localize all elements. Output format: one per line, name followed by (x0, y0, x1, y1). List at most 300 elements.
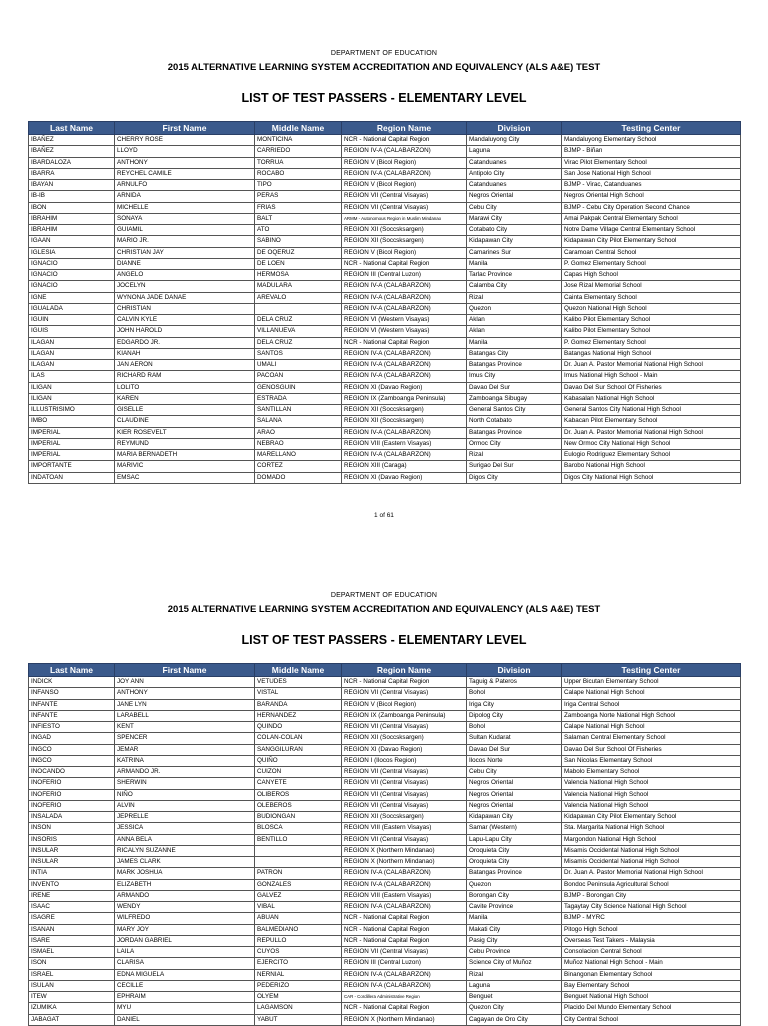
cell-middle-name: TIPO (255, 180, 342, 191)
table-row (29, 823, 741, 834)
cell-region-name: REGION IV-A (CALABARZON) (342, 348, 467, 359)
cell-testing-center: Zamboanga Norte National High School (562, 710, 741, 721)
cell-region-name: REGION VII (Central Visayas) (342, 688, 467, 699)
cell-middle-name: SANTILLAN (255, 405, 342, 416)
cell-region-name: REGION XII (Soccsksargen) (342, 812, 467, 823)
cell-middle-name (255, 303, 342, 314)
cell-last-name: IGAAN (29, 236, 115, 247)
cell-region-name: REGION I (Ilocos Region) (342, 755, 467, 766)
cell-first-name: KAREN (115, 393, 255, 404)
cell-first-name: JORDAN GABRIEL (115, 935, 255, 946)
cell-testing-center: Dr. Juan A. Pastor Memorial National High School (562, 868, 741, 879)
cell-middle-name: ATO (255, 225, 342, 236)
cell-region-name: REGION III (Central Luzon) (342, 958, 467, 969)
table-row (29, 371, 741, 382)
cell-first-name: KIANAH (115, 348, 255, 359)
cell-first-name: SPENCER (115, 733, 255, 744)
cell-middle-name: BALMEDIANO (255, 924, 342, 935)
table-row (29, 935, 741, 946)
cell-middle-name: BUDIONGAN (255, 812, 342, 823)
table-row (29, 191, 741, 202)
cell-division: Rizal (467, 969, 562, 980)
cell-middle-name: SANTOS (255, 348, 342, 359)
cell-first-name: RICHARD RAM (115, 371, 255, 382)
cell-first-name: ARMANDO (115, 890, 255, 901)
test-subtitle: 2015 ALTERNATIVE LEARNING SYSTEM ACCREDITATION AND EQUIVALENCY (ALS A&E) TEST (167, 604, 601, 615)
cell-last-name: ISAGRE (29, 913, 115, 924)
cell-testing-center: Valencia National High School (562, 778, 741, 789)
cell-division: Samar (Western) (467, 823, 562, 834)
cell-division: Laguna (467, 146, 562, 157)
cell-first-name: ARNIDA (115, 191, 255, 202)
table-header-row (29, 122, 741, 135)
cell-first-name: MARK JOSHUA (115, 868, 255, 879)
cell-region-name: REGION VII (Central Visayas) (342, 947, 467, 958)
cell-first-name: ARMANDO JR. (115, 767, 255, 778)
cell-testing-center: Kalibo Pilot Elementary School (562, 315, 741, 326)
header-division: Division (467, 664, 562, 677)
cell-region-name: REGION IV-A (CALABARZON) (342, 969, 467, 980)
cell-division: Taguig & Pateros (467, 677, 562, 688)
cell-first-name: EDGARDO JR. (115, 337, 255, 348)
cell-division: Bohol (467, 688, 562, 699)
cell-division: Negros Oriental (467, 789, 562, 800)
table-row (29, 247, 741, 258)
cell-division: Cebu City (467, 202, 562, 213)
cell-middle-name: TORRUA (255, 157, 342, 168)
cell-middle-name: OLYEM (255, 992, 342, 1003)
cell-region-name: NCR - National Capital Region (342, 1003, 467, 1014)
cell-division: Manila (467, 337, 562, 348)
cell-testing-center: Salaman Central Elementary School (562, 733, 741, 744)
cell-testing-center: Dr. Juan A. Pastor Memorial National High School (562, 427, 741, 438)
cell-last-name: INOCANDO (29, 767, 115, 778)
cell-division: Ormoc City (467, 438, 562, 449)
cell-testing-center: Kabacan Pilot Elementary School (562, 416, 741, 427)
cell-region-name: REGION VI (Western Visayas) (342, 315, 467, 326)
cell-division: Calamba City (467, 281, 562, 292)
cell-first-name: JANE LYN (115, 699, 255, 710)
cell-testing-center: San Jose National High School (562, 168, 741, 179)
cell-first-name: JAN AERON (115, 360, 255, 371)
cell-middle-name: YABUT (255, 1014, 342, 1025)
table-row (29, 472, 741, 483)
cell-last-name: IBAYAN (29, 180, 115, 191)
cell-middle-name: DE OQERUZ (255, 247, 342, 258)
table-body (29, 135, 741, 484)
cell-testing-center: BJMP - MYRC (562, 913, 741, 924)
page-number: 1 of 61 (374, 512, 394, 519)
cell-middle-name: UMALI (255, 360, 342, 371)
passers-table (28, 121, 741, 484)
test-subtitle: 2015 ALTERNATIVE LEARNING SYSTEM ACCREDITATION AND EQUIVALENCY (ALS A&E) TEST (167, 62, 601, 73)
cell-first-name: EMSAC (115, 472, 255, 483)
table-row (29, 722, 741, 733)
cell-region-name: NCR - National Capital Region (342, 258, 467, 269)
cell-division: Kidapawan City (467, 812, 562, 823)
cell-testing-center: San Nicolas Elementary School (562, 755, 741, 766)
cell-region-name: REGION XII (Soccsksargen) (342, 405, 467, 416)
cell-middle-name: SANGGILURAN (255, 744, 342, 755)
table-header-row (29, 664, 741, 677)
cell-middle-name: GONZALES (255, 879, 342, 890)
cell-testing-center: Misamis Occidental National High School (562, 845, 741, 856)
cell-region-name: REGION VIII (Eastern Visayas) (342, 890, 467, 901)
cell-division: Davao Del Sur (467, 744, 562, 755)
cell-last-name: INDICK (29, 677, 115, 688)
table-row (29, 180, 741, 191)
cell-middle-name: CUYOS (255, 947, 342, 958)
cell-region-name: NCR - National Capital Region (342, 924, 467, 935)
cell-last-name: INGCO (29, 744, 115, 755)
cell-first-name: SHERWIN (115, 778, 255, 789)
cell-testing-center: Caramoan Central School (562, 247, 741, 258)
table-row (29, 902, 741, 913)
cell-division: Negros Oriental (467, 778, 562, 789)
cell-last-name: INSON (29, 823, 115, 834)
table-row (29, 688, 741, 699)
cell-middle-name: CANYETE (255, 778, 342, 789)
cell-middle-name: CUIZON (255, 767, 342, 778)
cell-division: Cebu City (467, 767, 562, 778)
cell-region-name: REGION IV-A (CALABARZON) (342, 168, 467, 179)
table-row (29, 812, 741, 823)
cell-middle-name: PATRON (255, 868, 342, 879)
header-middle-name: Middle Name (255, 122, 342, 135)
cell-middle-name: CARRIEDO (255, 146, 342, 157)
table-body (29, 677, 741, 1026)
cell-first-name: ANGELO (115, 270, 255, 281)
cell-division: Cebu Province (467, 947, 562, 958)
cell-last-name: IBARRA (29, 168, 115, 179)
cell-region-name: NCR - National Capital Region (342, 677, 467, 688)
cell-region-name: REGION IV-A (CALABARZON) (342, 146, 467, 157)
table-row (29, 157, 741, 168)
header-last-name: Last Name (29, 122, 115, 135)
cell-first-name: WILFREDO (115, 913, 255, 924)
cell-testing-center: Kidapawan City Pilot Elementary School (562, 236, 741, 247)
cell-last-name: ISMAEL (29, 947, 115, 958)
cell-division: Batangas Province (467, 868, 562, 879)
table-row (29, 281, 741, 292)
cell-first-name: RICALYN SUZANNE (115, 845, 255, 856)
cell-first-name: DIANNE (115, 258, 255, 269)
table-row (29, 868, 741, 879)
cell-last-name: INOFERIO (29, 800, 115, 811)
cell-region-name: REGION IV-A (CALABARZON) (342, 879, 467, 890)
table-row (29, 969, 741, 980)
cell-first-name: GUIAMIL (115, 225, 255, 236)
table-row (29, 393, 741, 404)
cell-first-name: ANTHONY (115, 688, 255, 699)
cell-region-name: REGION XII (Soccsksargen) (342, 236, 467, 247)
cell-middle-name: BENTILLO (255, 834, 342, 845)
table-row (29, 416, 741, 427)
cell-division: Pasig City (467, 935, 562, 946)
cell-testing-center: Benguet National High School (562, 992, 741, 1003)
cell-last-name: INTIA (29, 868, 115, 879)
cell-region-name: REGION VIII (Eastern Visayas) (342, 823, 467, 834)
table-row (29, 677, 741, 688)
cell-testing-center: BJMP - Biñan (562, 146, 741, 157)
cell-first-name: MARIA BERNADETH (115, 450, 255, 461)
cell-region-name: REGION IV-A (CALABARZON) (342, 902, 467, 913)
cell-testing-center: Mandaluyong Elementary School (562, 135, 741, 146)
header-division: Division (467, 122, 562, 135)
cell-region-name: NCR - National Capital Region (342, 337, 467, 348)
cell-first-name: JEPRELLE (115, 812, 255, 823)
cell-testing-center: Iriga Central School (562, 699, 741, 710)
cell-testing-center: Consolacion Central School (562, 947, 741, 958)
cell-last-name: ISARE (29, 935, 115, 946)
cell-division: Surigao Del Sur (467, 461, 562, 472)
cell-division: Quezon City (467, 1003, 562, 1014)
cell-region-name: REGION IX (Zamboanga Peninsula) (342, 393, 467, 404)
cell-first-name: ALVIN (115, 800, 255, 811)
cell-first-name: CHRISTIAN (115, 303, 255, 314)
cell-last-name: INGAD (29, 733, 115, 744)
cell-division: Lapu-Lapu City (467, 834, 562, 845)
table-row (29, 992, 741, 1003)
cell-testing-center: Virac Pilot Elementary School (562, 157, 741, 168)
cell-region-name: REGION XIII (Caraga) (342, 461, 467, 472)
cell-testing-center: Dr. Juan A. Pastor Memorial National High School (562, 360, 741, 371)
cell-last-name: ISANAN (29, 924, 115, 935)
cell-region-name: REGION VII (Central Visayas) (342, 789, 467, 800)
cell-region-name: REGION IX (Zamboanga Peninsula) (342, 710, 467, 721)
cell-region-name: REGION XII (Soccsksargen) (342, 416, 467, 427)
cell-division: Ilocos Norte (467, 755, 562, 766)
cell-middle-name: DELA CRUZ (255, 337, 342, 348)
cell-division: General Santos City (467, 405, 562, 416)
cell-last-name: IBRAHIM (29, 225, 115, 236)
cell-division: Catanduanes (467, 157, 562, 168)
cell-middle-name: REPULLO (255, 935, 342, 946)
table-row (29, 236, 741, 247)
cell-last-name: INSULAR (29, 857, 115, 868)
cell-division: North Cotabato (467, 416, 562, 427)
cell-region-name: REGION V (Bicol Region) (342, 180, 467, 191)
cell-middle-name: VILLANUEVA (255, 326, 342, 337)
cell-division: Marawi City (467, 213, 562, 224)
table-row (29, 292, 741, 303)
cell-last-name: ILLUSTRISIMO (29, 405, 115, 416)
cell-testing-center: Quezon National High School (562, 303, 741, 314)
cell-testing-center: P. Gomez Elementary School (562, 337, 741, 348)
cell-region-name: REGION IV-A (CALABARZON) (342, 980, 467, 991)
cell-region-name: REGION IV-A (CALABARZON) (342, 450, 467, 461)
cell-region-name: REGION IV-A (CALABARZON) (342, 868, 467, 879)
cell-division: Dipolog City (467, 710, 562, 721)
cell-region-name: REGION X (Northern Mindanao) (342, 1014, 467, 1025)
cell-region-name: REGION XII (Soccsksargen) (342, 733, 467, 744)
table-row (29, 800, 741, 811)
cell-testing-center: Kalibo Pilot Elementary School (562, 326, 741, 337)
cell-division: Quezon (467, 879, 562, 890)
cell-first-name: ANTHONY (115, 157, 255, 168)
cell-testing-center: Calape National High School (562, 688, 741, 699)
cell-testing-center: Overseas Test Takers - Malaysia (562, 935, 741, 946)
cell-middle-name: SABINO (255, 236, 342, 247)
cell-testing-center: Valencia National High School (562, 800, 741, 811)
cell-region-name: NCR - National Capital Region (342, 135, 467, 146)
cell-testing-center: Davao Del Sur School Of Fisheries (562, 382, 741, 393)
cell-last-name: INFANSO (29, 688, 115, 699)
cell-testing-center: Margondon National High School (562, 834, 741, 845)
cell-region-name: REGION XII (Soccsksargen) (342, 225, 467, 236)
cell-last-name: ILIGAN (29, 393, 115, 404)
table-row (29, 135, 741, 146)
header-region-name: Region Name (342, 664, 467, 677)
table-row (29, 225, 741, 236)
cell-testing-center: Muñoz National High School - Main (562, 958, 741, 969)
cell-middle-name: EJERCITO (255, 958, 342, 969)
cell-division: Cavite Province (467, 902, 562, 913)
cell-middle-name: NEBRAO (255, 438, 342, 449)
cell-division: Davao Del Sur (467, 382, 562, 393)
cell-first-name: SONAYA (115, 213, 255, 224)
cell-testing-center: Bay Elementary School (562, 980, 741, 991)
cell-first-name: REYMUND (115, 438, 255, 449)
cell-middle-name: MARELLANO (255, 450, 342, 461)
cell-first-name: ELIZABETH (115, 879, 255, 890)
cell-last-name: IGNE (29, 292, 115, 303)
cell-first-name: JAMES CLARK (115, 857, 255, 868)
cell-first-name: MARY JOY (115, 924, 255, 935)
cell-last-name: INDATOAN (29, 472, 115, 483)
table-row (29, 450, 741, 461)
cell-first-name: WYNONA JADE DANAE (115, 292, 255, 303)
cell-division: Negros Oriental (467, 191, 562, 202)
cell-middle-name: FRIAS (255, 202, 342, 213)
cell-last-name: IBARDALOZA (29, 157, 115, 168)
cell-testing-center: Valencia National High School (562, 789, 741, 800)
table-row (29, 405, 741, 416)
cell-first-name: CHRISTIAN JAY (115, 247, 255, 258)
table-row (29, 789, 741, 800)
cell-testing-center: Imus National High School - Main (562, 371, 741, 382)
cell-region-name: REGION IV-A (CALABARZON) (342, 281, 467, 292)
cell-first-name: MARIO JR. (115, 236, 255, 247)
cell-testing-center: Sta. Margarita National High School (562, 823, 741, 834)
cell-last-name: INFANTE (29, 699, 115, 710)
cell-region-name: REGION VII (Central Visayas) (342, 202, 467, 213)
cell-first-name: LAILA (115, 947, 255, 958)
cell-last-name: INOFERIO (29, 789, 115, 800)
cell-first-name: NIÑO (115, 789, 255, 800)
table-row (29, 202, 741, 213)
cell-testing-center: Kabasalan National High School (562, 393, 741, 404)
cell-middle-name: BALT (255, 213, 342, 224)
cell-middle-name: OLIBEROS (255, 789, 342, 800)
cell-middle-name: VIBAL (255, 902, 342, 913)
cell-division: Aklan (467, 326, 562, 337)
cell-testing-center: Batangas National High School (562, 348, 741, 359)
table-row (29, 315, 741, 326)
cell-last-name: IGUALADA (29, 303, 115, 314)
cell-region-name: REGION IV-A (CALABARZON) (342, 371, 467, 382)
table-row (29, 879, 741, 890)
cell-division: Zamboanga Sibugay (467, 393, 562, 404)
cell-last-name: ISRAEL (29, 969, 115, 980)
header-middle-name: Middle Name (255, 664, 342, 677)
cell-last-name: ISULAN (29, 980, 115, 991)
cell-first-name: CHERRY ROSE (115, 135, 255, 146)
cell-last-name: INFANTE (29, 710, 115, 721)
cell-division: Oroquieta City (467, 857, 562, 868)
cell-testing-center: Jose Rizal Memorial School (562, 281, 741, 292)
header-first-name: First Name (115, 664, 255, 677)
cell-last-name: IGNACIO (29, 258, 115, 269)
table-row (29, 913, 741, 924)
table-row (29, 270, 741, 281)
cell-first-name: JESSICA (115, 823, 255, 834)
cell-first-name: KENT (115, 722, 255, 733)
cell-middle-name: PERAS (255, 191, 342, 202)
cell-division: Rizal (467, 292, 562, 303)
cell-first-name: ARNULFO (115, 180, 255, 191)
cell-region-name: REGION IV-A (CALABARZON) (342, 360, 467, 371)
cell-region-name: REGION IV-A (CALABARZON) (342, 427, 467, 438)
cell-last-name: ILAGAN (29, 360, 115, 371)
cell-testing-center: Eulogio Rodriguez Elementary School (562, 450, 741, 461)
cell-last-name: IGUIS (29, 326, 115, 337)
cell-testing-center: Barobo National High School (562, 461, 741, 472)
cell-last-name: IGNACIO (29, 270, 115, 281)
table-row (29, 710, 741, 721)
cell-first-name: KIER ROSEVELT (115, 427, 255, 438)
cell-region-name: REGION VII (Central Visayas) (342, 722, 467, 733)
table-row (29, 348, 741, 359)
cell-region-name: ARMM - Autonomous Region in Muslim Mindanao (342, 213, 467, 224)
cell-region-name: REGION V (Bicol Region) (342, 247, 467, 258)
table-row (29, 427, 741, 438)
cell-region-name: REGION VII (Central Visayas) (342, 767, 467, 778)
cell-region-name: REGION VII (Central Visayas) (342, 834, 467, 845)
cell-last-name: INOFERIO (29, 778, 115, 789)
cell-middle-name (255, 857, 342, 868)
table-row (29, 755, 741, 766)
cell-testing-center: Bondoc Peninsula Agricultural School (562, 879, 741, 890)
table-row (29, 337, 741, 348)
cell-last-name: ILAS (29, 371, 115, 382)
cell-last-name: IGUIN (29, 315, 115, 326)
cell-first-name: CLAUDINE (115, 416, 255, 427)
cell-last-name: ISON (29, 958, 115, 969)
cell-middle-name: HERNANDEZ (255, 710, 342, 721)
cell-first-name: MICHELLE (115, 202, 255, 213)
cell-division: Laguna (467, 980, 562, 991)
cell-last-name: IBON (29, 202, 115, 213)
cell-division: Cotabato City (467, 225, 562, 236)
cell-testing-center: Digos City National High School (562, 472, 741, 483)
cell-division: Cagayan de Oro City (467, 1014, 562, 1025)
table-row (29, 980, 741, 991)
cell-testing-center: Notre Dame Village Central Elementary School (562, 225, 741, 236)
cell-middle-name: LAGAMSON (255, 1003, 342, 1014)
cell-middle-name: PEDERIZO (255, 980, 342, 991)
table-row (29, 461, 741, 472)
cell-testing-center: Cainta Elementary School (562, 292, 741, 303)
cell-middle-name: AREVALO (255, 292, 342, 303)
cell-first-name: JOHN HAROLD (115, 326, 255, 337)
table-row (29, 146, 741, 157)
cell-last-name: IBAÑEZ (29, 146, 115, 157)
cell-last-name: IGNACIO (29, 281, 115, 292)
header-testing-center: Testing Center (562, 664, 741, 677)
table-row (29, 438, 741, 449)
cell-middle-name: PACOAN (255, 371, 342, 382)
